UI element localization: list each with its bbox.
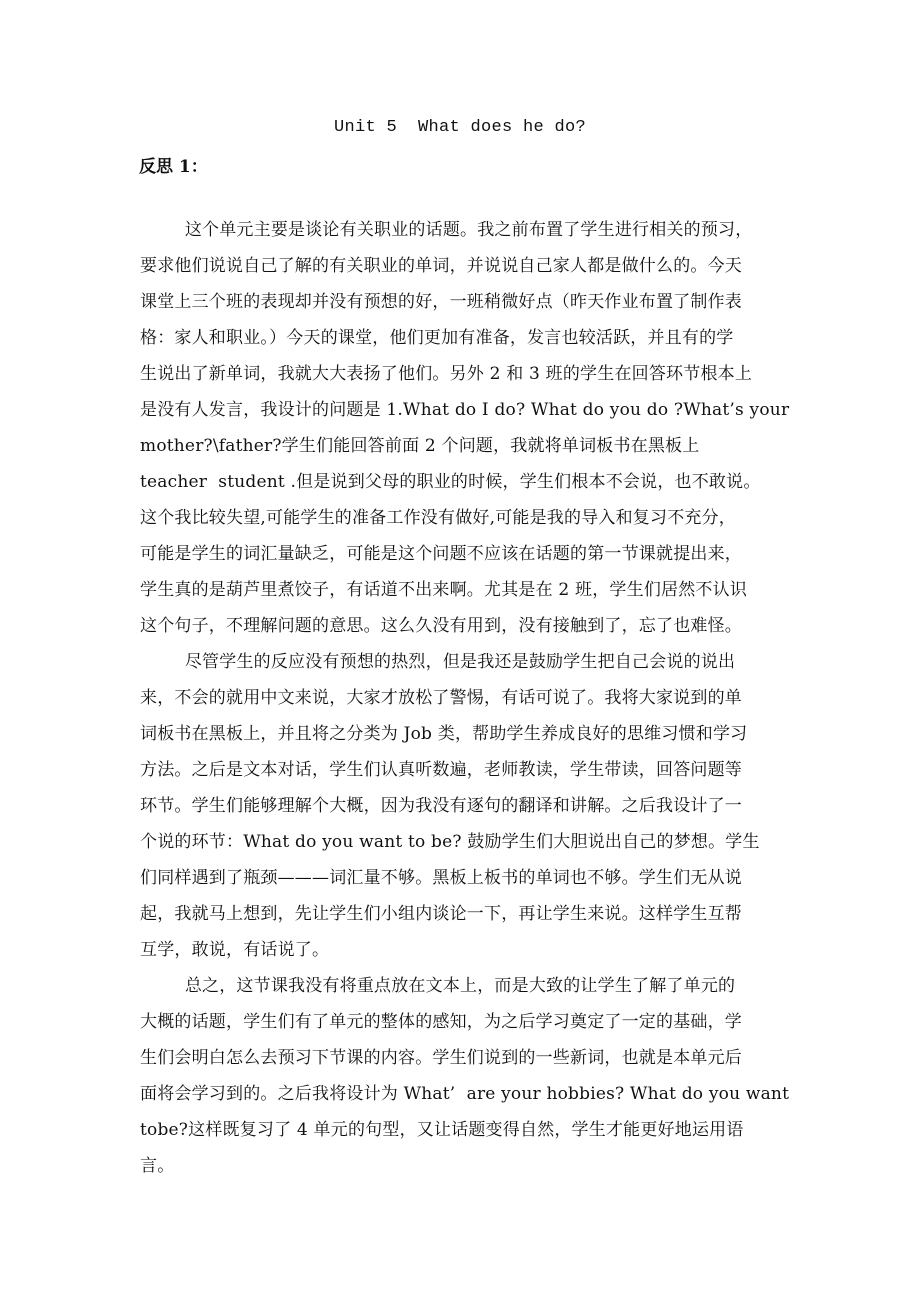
reflection-heading: 反思 1： (139, 157, 208, 177)
text-line: 生们会明白怎么去预习下节课的内容。学生们说到的一些新词，也就是本单元后 (140, 1048, 742, 1068)
text-line: 总之，这节课我没有将重点放在文本上，而是大致的让学生了解了单元的 (140, 976, 736, 996)
text-line: 大概的话题，学生们有了单元的整体的感知，为之后学习奠定了一定的基础，学 (140, 1012, 742, 1032)
text-line: 课堂上三个班的表现却并没有预想的好，一班稍微好点（昨天作业布置了制作表 (140, 292, 742, 312)
text-line: 互学，敢说，有话说了。 (140, 940, 330, 960)
text-line: 面将会学习到的。之后我将设计为 What’ are your hobbies? What do you want (140, 1084, 790, 1104)
text-line: 这个句子，不理解问题的意思。这么久没有用到，没有接触到了，忘了也难怪。 (140, 616, 742, 636)
document-title: Unit 5 What does he do? (333, 118, 587, 137)
text-line: mother?\father?学生们能回答前面 2 个问题，我就将单词板书在黑板上 (140, 436, 700, 456)
text-line: 来，不会的就用中文来说，大家才放松了警惕，有话可说了。我将大家说到的单 (140, 688, 742, 708)
text-line: 格：家人和职业。）今天的课堂，他们更加有准备，发言也较活跃，并且有的学 (140, 328, 734, 348)
text-line: 环节。学生们能够理解个大概，因为我没有逐句的翻译和讲解。之后我设计了一 (140, 796, 742, 816)
text-line: 这个单元主要是谈论有关职业的话题。我之前布置了学生进行相关的预习， (140, 220, 753, 240)
text-line: 学生真的是葫芦里煮饺子，有话道不出来啊。尤其是在 2 班，学生们居然不认识 (140, 580, 748, 600)
text-line: 个说的环节：What do you want to be? 鼓励学生们大胆说出自己的梦想。学生 (140, 832, 760, 852)
text-line: 是没有人发言，我设计的问题是 1.What do I do? What do you do ?What’s your (140, 400, 790, 420)
text-line: teacher student .但是说到父母的职业的时候，学生们根本不会说，也不敢说。 (140, 472, 761, 492)
text-line: 方法。之后是文本对话，学生们认真听数遍，老师教读，学生带读，回答问题等 (140, 760, 742, 780)
text-line: 生说出了新单词，我就大大表扬了他们。另外 2 和 3 班的学生在回答环节根本上 (140, 364, 753, 384)
text-line: 可能是学生的词汇量缺乏，可能是这个问题不应该在话题的第一节课就提出来， (140, 544, 742, 564)
text-line: 言。 (140, 1156, 175, 1176)
text-line: 起，我就马上想到，先让学生们小组内谈论一下，再让学生来说。这样学生互帮 (140, 904, 742, 924)
text-line: 词板书在黑板上，并且将之分类为 Job 类，帮助学生养成良好的思维习惯和学习 (140, 724, 748, 744)
text-line: 这个我比较失望,可能学生的准备工作没有做好,可能是我的导入和复习不充分， (140, 508, 737, 528)
text-line: 要求他们说说自己了解的有关职业的单词，并说说自己家人都是做什么的。今天 (140, 256, 742, 276)
text-line: 们同样遇到了瓶颈———词汇量不够。黑板上板书的单词也不够。学生们无从说 (140, 868, 742, 888)
text-line: 尽管学生的反应没有预想的热烈，但是我还是鼓励学生把自己会说的说出 (140, 652, 736, 672)
text-line: tobe?这样既复习了 4 单元的句型，又让话题变得自然，学生才能更好地运用语 (140, 1120, 744, 1140)
